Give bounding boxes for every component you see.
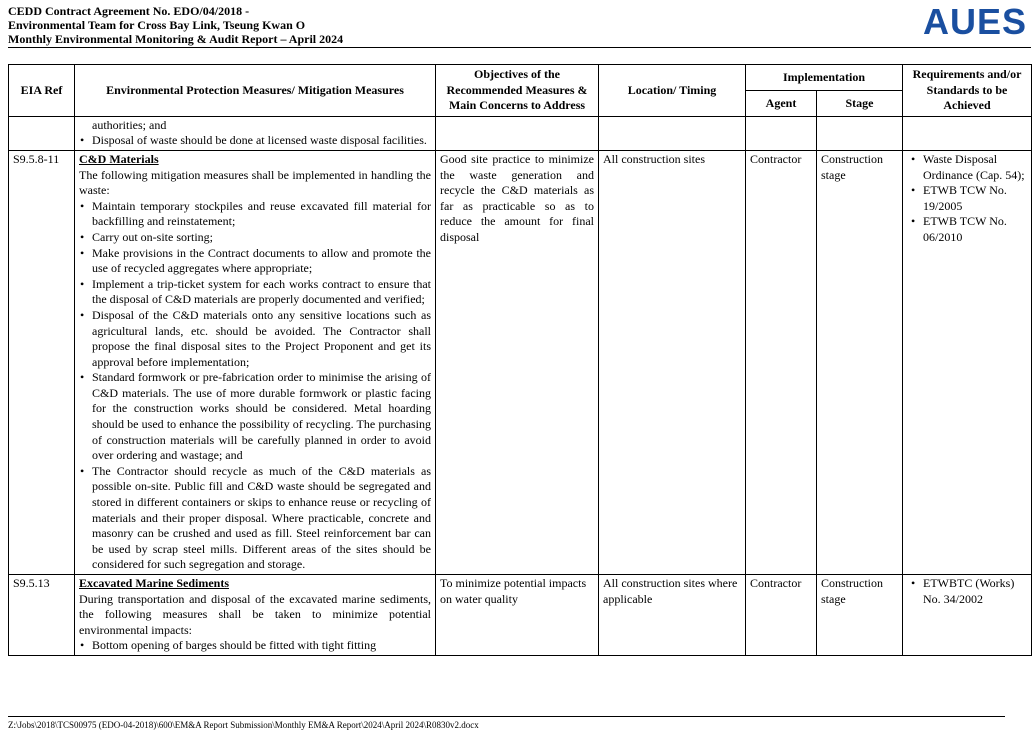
col-stage: Stage <box>817 90 903 116</box>
section-title: C&D Materials <box>79 151 159 166</box>
list-item: • Standard formwork or pre-fabrication order to minimise the arising of C&D materials. The use of more durable formwork or plastic facing for the construction works should be considered. Metal hoarding should be used to enhance the possibility of recycling. The purchasing of construction materials will be carefully planned in order to avoid over ordering and wastage; and <box>92 370 431 464</box>
table-row <box>9 575 1032 656</box>
table-row <box>9 116 1032 150</box>
location-cell: All construction sites <box>599 150 746 574</box>
location-cell: All construction sites where applicable <box>599 575 746 656</box>
list-item: • Waste Disposal Ordinance (Cap. 54); <box>923 152 1027 183</box>
eia-ref-cell: S9.5.13 <box>9 575 75 656</box>
table-row <box>9 150 1032 574</box>
section-title: Excavated Marine Sediments <box>79 576 229 590</box>
header-line-1: CEDD Contract Agreement No. EDO/04/2018 - <box>8 4 250 18</box>
section-intro: During transportation and disposal of the excavated marine sediments, the following measures shall be taken to minimize potential environmental impacts: <box>79 591 431 637</box>
stage-cell: Construction stage <box>817 150 903 574</box>
header-line-2: Environmental Team for Cross Bay Link, Tseung Kwan O <box>8 18 306 32</box>
document-header <box>8 4 343 46</box>
col-eia-ref: EIA Ref <box>9 65 75 117</box>
section-intro: The following mitigation measures shall be implemented in handling the waste: <box>79 167 431 198</box>
aues-logo: AUES <box>922 1 1027 42</box>
requirements-cell <box>903 575 1032 656</box>
list-item: • Bottom opening of barges should be fitted with tight fitting <box>92 638 431 654</box>
col-measures: Environmental Protection Measures/ Mitigation Measures <box>75 65 436 117</box>
list-item: • Disposal of the C&D materials onto any sensitive locations such as agricultural lands, etc. should be avoided. The Contractor shall propose the final disposal sites to the Project Proponent and get its approval before implementation; <box>92 308 431 370</box>
list-item: • The Contractor should recycle as much of the C&D materials as possible on-site. Public fill and C&D waste should be segregated and stored in different containers or skips to enhance reuse or recycling of materials and their proper disposal. Where practicable, concrete and masonry can be crushed and used as fill. Steel reinforcement bar can be used by scrap steel mills. Different areas of the sites should be considered for such segregation and storage. <box>92 464 431 573</box>
agent-cell: Contractor <box>746 150 817 574</box>
list-item: • Maintain temporary stockpiles and reuse excavated fill material for backfilling and reinstatement; <box>92 199 431 230</box>
agent-cell: Contractor <box>746 575 817 656</box>
header-divider <box>8 47 1031 48</box>
list-item: • Disposal of waste should be done at licensed waste disposal facilities. <box>92 133 431 149</box>
continued-text: authorities; and <box>92 117 167 132</box>
list-item: • Carry out on-site sorting; <box>92 230 431 246</box>
list-item: • ETWBTC (Works) No. 34/2002 <box>923 576 1027 607</box>
list-item: • ETWB TCW No. 06/2010 <box>923 214 1027 245</box>
col-agent: Agent <box>746 90 817 116</box>
col-implementation: Implementation <box>746 65 903 91</box>
col-objectives: Objectives of the Recommended Measures & Main Concerns to Address <box>436 65 599 117</box>
objective-cell: Good site practice to minimize the waste generation and recycle the C&D materials as far as practicable so as to reduce the amount for final disposal <box>436 150 599 574</box>
col-requirements: Requirements and/or Standards to be Achieved <box>903 65 1032 117</box>
header-line-3: Monthly Environmental Monitoring & Audit Report – April 2024 <box>8 32 344 46</box>
file-path: Z:\Jobs\2018\TCS00975 (EDO-04-2018)\600\EM&A Report Submission\Monthly EM&A Report\2024\April 2024\R0830v2.docx <box>8 720 479 730</box>
mitigation-measures-table <box>8 64 1032 656</box>
measures-cell <box>75 116 436 150</box>
stage-cell: Construction stage <box>817 575 903 656</box>
objective-cell: To minimize potential impacts on water quality <box>436 575 599 656</box>
list-item: • Implement a trip-ticket system for each works contract to ensure that the disposal of C&D materials are properly documented and verified; <box>92 277 431 308</box>
eia-ref-cell: S9.5.8-11 <box>9 150 75 574</box>
measures-cell <box>75 150 436 574</box>
footer-divider <box>8 716 1005 717</box>
measures-cell <box>75 575 436 656</box>
list-item: • Make provisions in the Contract documents to allow and promote the use of recycled aggregates where appropriate; <box>92 246 431 277</box>
requirements-cell <box>903 150 1032 574</box>
list-item: • ETWB TCW No. 19/2005 <box>923 183 1027 214</box>
col-location: Location/ Timing <box>599 65 746 117</box>
